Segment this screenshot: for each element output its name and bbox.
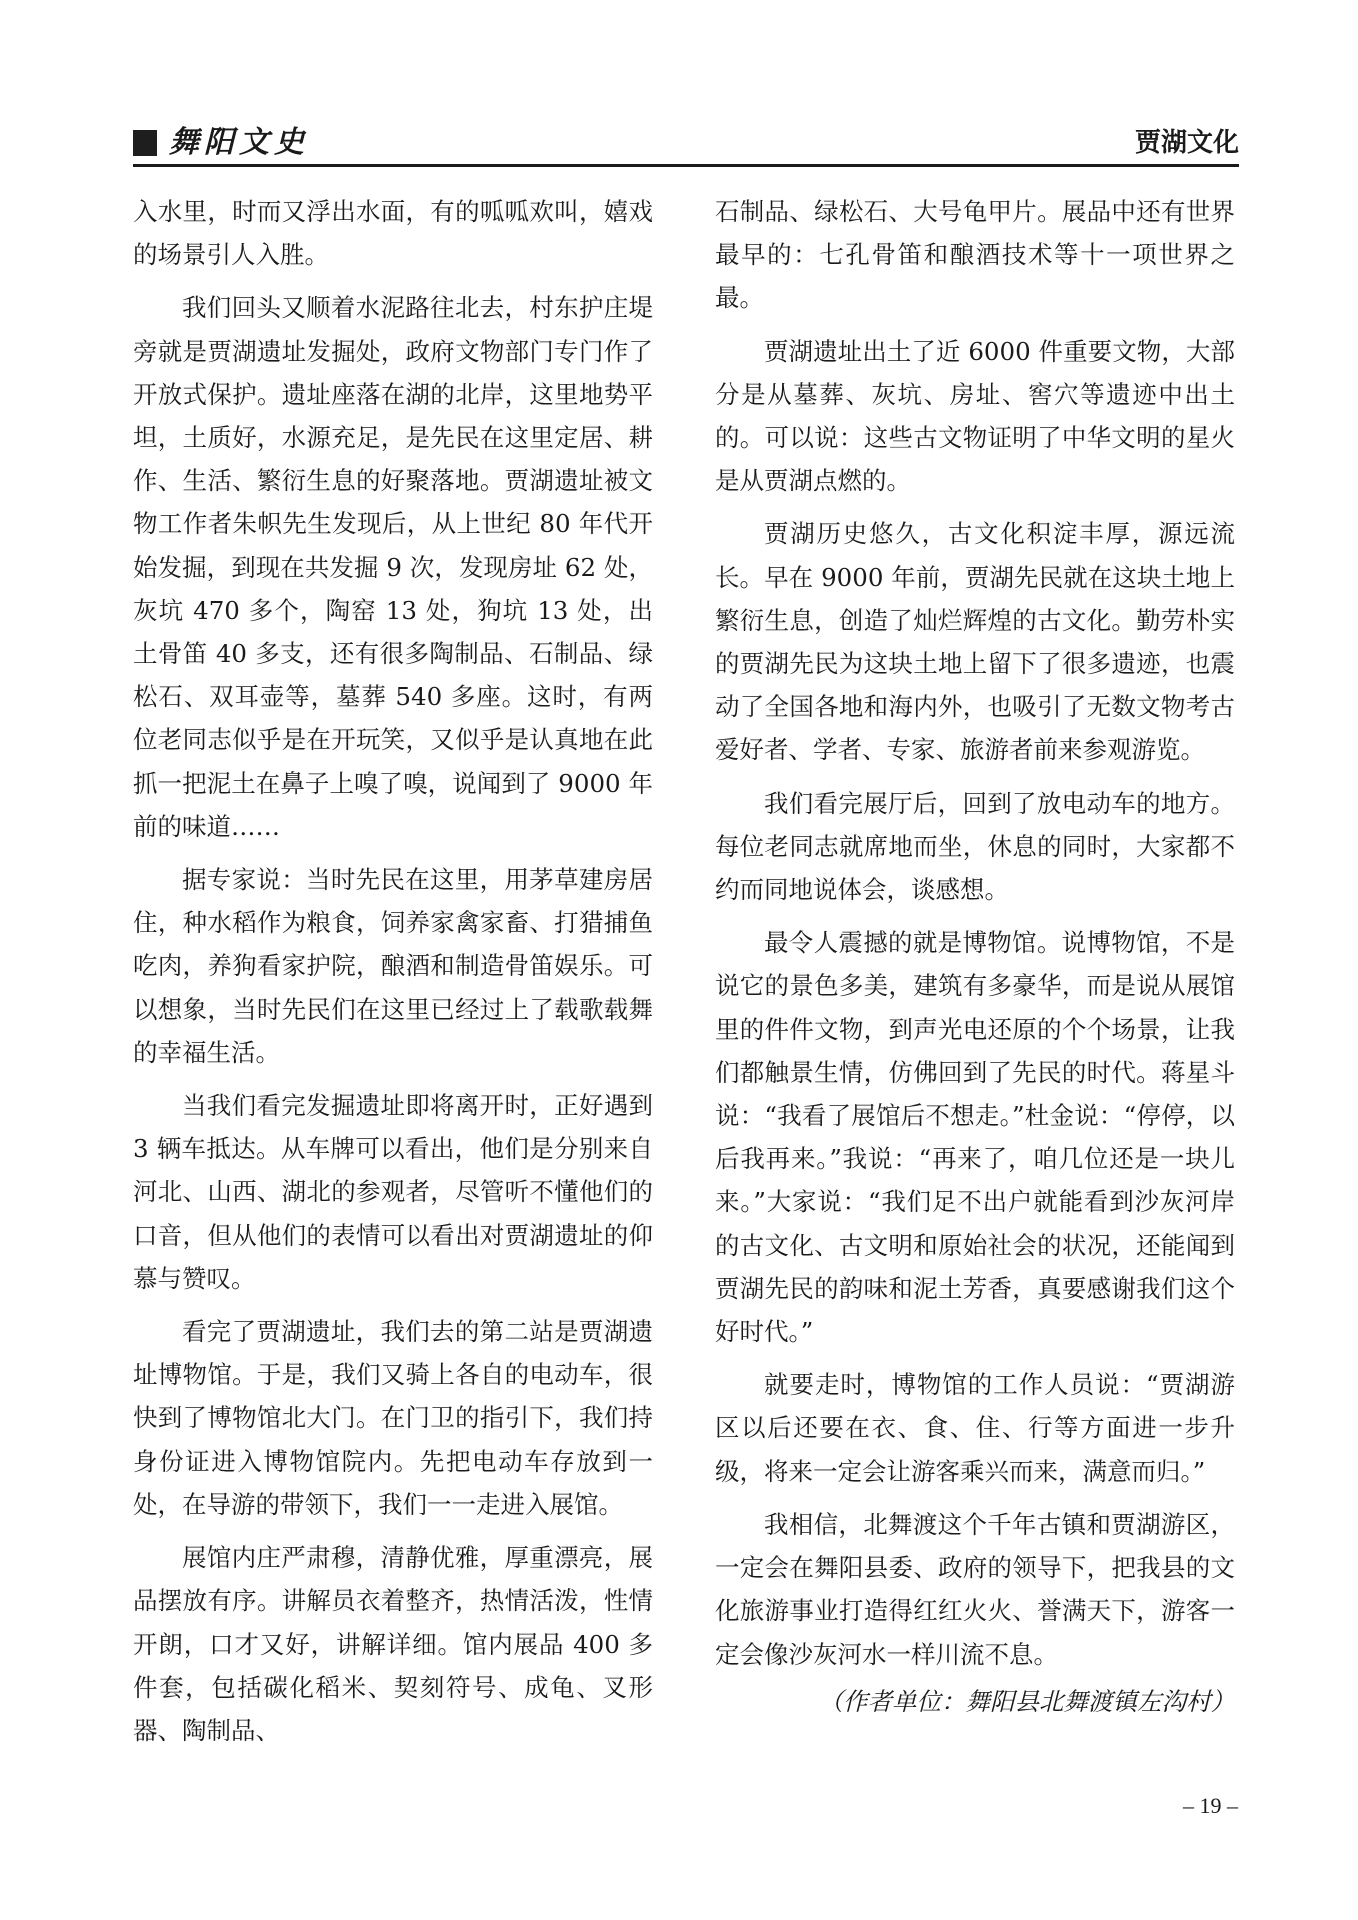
journal-logo-square-icon [133, 130, 157, 156]
paragraph: 贾湖历史悠久，古文化积淀丰厚，源远流长。早在 9000 年前，贾湖先民就在这块土地上繁衍生息，创造了灿烂辉煌的古文化。勤劳朴实的贾湖先民为这块土地上留下了很多遗迹，也震动了全国各地和海内外，也吸引了无数文物考古爱好者、学者、专家、旅游者前来参观游览。 [715, 519, 1235, 765]
page-header [133, 124, 1239, 162]
paragraph: 看完了贾湖遗址，我们去的第二站是贾湖遗址博物馆。于是，我们又骑上各自的电动车，很快到了博物馆北大门。在门卫的指引下，我们持身份证进入博物馆院内。先把电动车存放到一处，在导游的带领下，我们一一走进入展馆。 [133, 1317, 653, 1519]
paragraph: 当我们看完发掘遗址即将离开时，正好遇到 3 辆车抵达。从车牌可以看出，他们是分别来自河北、山西、湖北的参观者，尽管听不懂他们的口音，但从他们的表情可以看出对贾湖遗址的仰慕与赞叹。 [133, 1091, 653, 1293]
section-title: 贾湖文化 [1134, 128, 1239, 158]
paragraph: 我相信，北舞渡这个千年古镇和贾湖游区，一定会在舞阳县委、政府的领导下，把我县的文化旅游事业打造得红红火火、誉满天下，游客一定会像沙灰河水一样川流不息。 [715, 1509, 1235, 1669]
paragraph: 展馆内庄严肃穆，清静优雅，厚重漂亮，展品摆放有序。讲解员衣着整齐，热情活泼，性情开朗，口才又好，讲解详细。馆内展品 400 多件套，包括碳化稻米、契刻符号、成龟、叉形器、陶制品、 [133, 1543, 653, 1745]
paragraph: 我们回头又顺着水泥路往北去，村东护庄堤旁就是贾湖遗址发掘处，政府文物部门专门作了开放式保护。遗址座落在湖的北岸，这里地势平坦，土质好，水源充足，是先民在这里定居、耕作、生活、繁衍生息的好聚落地。贾湖遗址被文物工作者朱帜先生发现后，从上世纪 80 年代开始发掘，到现在共发掘 9 次，发现房址 62 处，灰坑 470 多个，陶窑 13 处，狗坑 13 处，出土骨笛 40 多支，还有很多陶制品、石制品、绿松石、双耳壶等，墓葬 540 多座。这时，有两位老同志似乎是在开玩笑，又似乎是认真地在此抓一把泥土在鼻子上嗅了嗅，说闻到了 9000 年前的味道…… [133, 293, 653, 841]
paragraph: 贾湖遗址出土了近 6000 件重要文物，大部分是从墓葬、灰坑、房址、窖穴等遗迹中出土的。可以说：这些古文物证明了中华文明的星火是从贾湖点燃的。 [715, 336, 1235, 496]
paragraph: 我们看完展厅后，回到了放电动车的地方。每位老同志就席地而坐，休息的同时，大家都不约而同地说体会，谈感想。 [715, 788, 1235, 905]
author-affiliation: （作者单位：舞阳县北舞渡镇左沟村） [818, 1686, 1235, 1716]
left-column [133, 190, 653, 1752]
paragraph: 入水里，时而又浮出水面，有的呱呱欢叫，嬉戏的场景引人入胜。 [133, 197, 653, 270]
journal-title: 舞阳文史 [169, 125, 309, 160]
paragraph: 就要走时，博物馆的工作人员说：“贾湖游区以后还要在衣、食、住、行等方面进一步升级，将来一定会让游客乘兴而来，满意而归。” [715, 1370, 1235, 1486]
paragraph: 最令人震撼的就是博物馆。说博物馆，不是说它的景色多美，建筑有多豪华，而是说从展馆里的件件文物，到声光电还原的个个场景，让我们都触景生情，仿佛回到了先民的时代。蒋星斗说：“我看了展馆后不想走。”杜金说：“停停，以后我再来。”我说：“再来了，咱几位还是一块儿来。”大家说：“我们足不出户就能看到沙灰河岸的古文化、古文明和原始社会的状况，还能闻到贾湖先民的韵味和泥土芳香，真要感谢我们这个好时代。” [715, 928, 1235, 1347]
header-rule [133, 164, 1239, 167]
paragraph: 据专家说：当时先民在这里，用茅草建房居住，种水稻作为粮食，饲养家禽家畜、打猎捕鱼吃肉，养狗看家护院，酿酒和制造骨笛娱乐。可以想象，当时先民们在这里已经过上了载歌载舞的幸福生活。 [133, 865, 653, 1067]
right-column [715, 190, 1235, 1723]
page-number: – 19 – [1183, 1793, 1238, 1818]
paragraph: 石制品、绿松石、大号龟甲片。展品中还有世界最早的：七孔骨笛和酿酒技术等十一项世界之最。 [715, 197, 1235, 313]
